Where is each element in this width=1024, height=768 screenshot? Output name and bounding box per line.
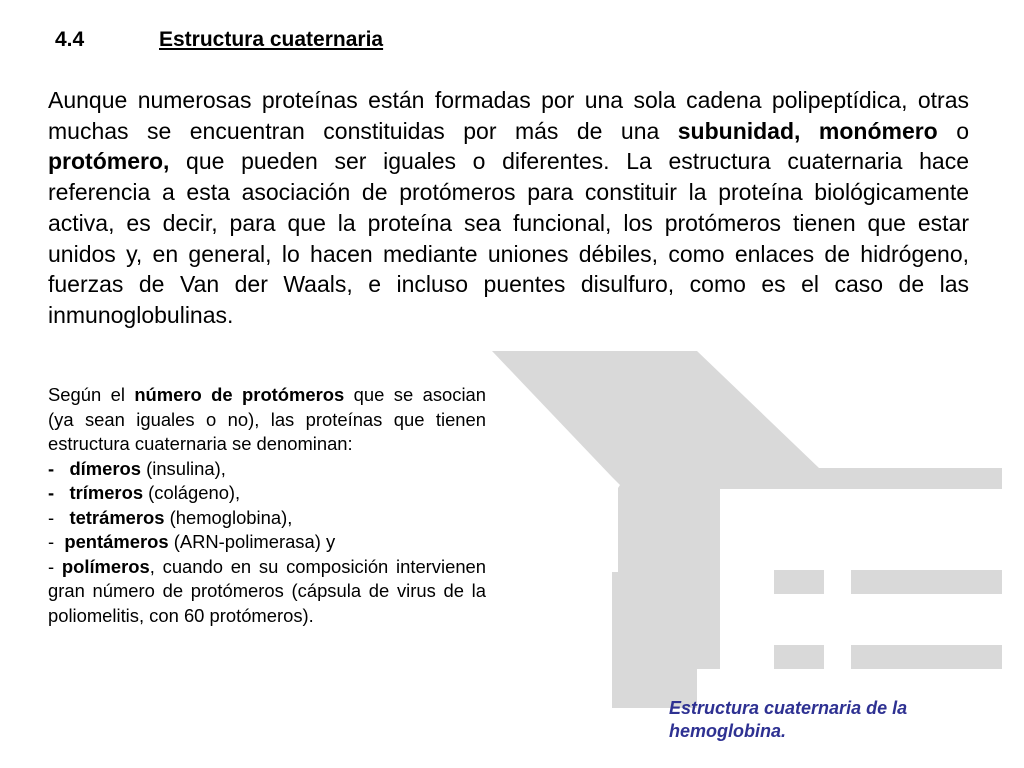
figure-caption: Estructura cuaternaria de la hemoglobina. (669, 698, 908, 741)
intro-text-1: Aunque numerosas proteínas están formadas por una sola cadena polipeptídica, otras muchas se encuentran constituidas por más de una (48, 87, 969, 144)
placeholder-block-4 (851, 645, 1002, 669)
placeholder-graphic (492, 351, 1002, 708)
placeholder-block-1 (774, 570, 824, 594)
placeholder-frame-top (697, 468, 1002, 489)
placeholder-chevron (492, 351, 819, 708)
placeholder-block-3 (774, 645, 824, 669)
intro-term-monomero: monómero (818, 117, 938, 144)
intro-text-2 (800, 118, 818, 144)
term-pentameros: pentámeros (64, 531, 169, 552)
protomer-classification (48, 383, 486, 628)
intro-text-3: o (937, 117, 969, 144)
placeholder-block-2 (851, 570, 1002, 594)
term-trimeros: trímeros (69, 482, 144, 503)
intro-paragraph (48, 85, 969, 331)
intro-term-subunidad: subunidad, (677, 117, 801, 144)
list-item-polimeros: - polímeros, cuando en su composición intervienen gran número de protómeros (cápsula de virus de la poliomelitis, con 60 protómeros). (48, 555, 487, 626)
classification-intro: Según el número de protómeros que se asocian (ya sean iguales o no), las proteínas que tienen estructura cuaternaria se denominan: (48, 384, 486, 454)
term-dimeros: dímeros (69, 457, 141, 479)
section-heading (55, 28, 383, 52)
section-number: 4.4 (55, 28, 85, 51)
term-polimeros: polímeros (61, 555, 150, 577)
list-item-pentameros: - pentámeros (ARN-polimerasa) y (48, 531, 336, 552)
intro-term-protomero: protómero, (48, 148, 170, 175)
list-item-tetrameros: - tetrámeros (hemoglobina), (48, 506, 293, 528)
term-numero-de-protomeros: número de protómeros (134, 384, 345, 405)
intro-text-4: que pueden ser iguales o diferentes. La estructura cuaternaria hace referencia a esta asociación de protómeros para constituir la proteína biológicamente activa, es decir, para que la proteína sea funcional, los protómeros tienen que estar unidos y, en general, lo hacen mediante uniones débiles, como enlaces de hidrógeno, fuerzas de Van der Waals, e incluso puentes disulfuro, como es el caso de las inmunoglobulinas. (48, 148, 969, 328)
term-tetrameros: tetrámeros (69, 506, 165, 528)
list-item-trimeros: - trímeros (colágeno), (48, 482, 241, 503)
list-item-dimeros: - dímeros (insulina), (48, 457, 226, 479)
placeholder-frame-left (697, 468, 720, 669)
section-title: Estructura cuaternaria (159, 28, 384, 51)
hemoglobin-image-placeholder (490, 348, 1002, 708)
